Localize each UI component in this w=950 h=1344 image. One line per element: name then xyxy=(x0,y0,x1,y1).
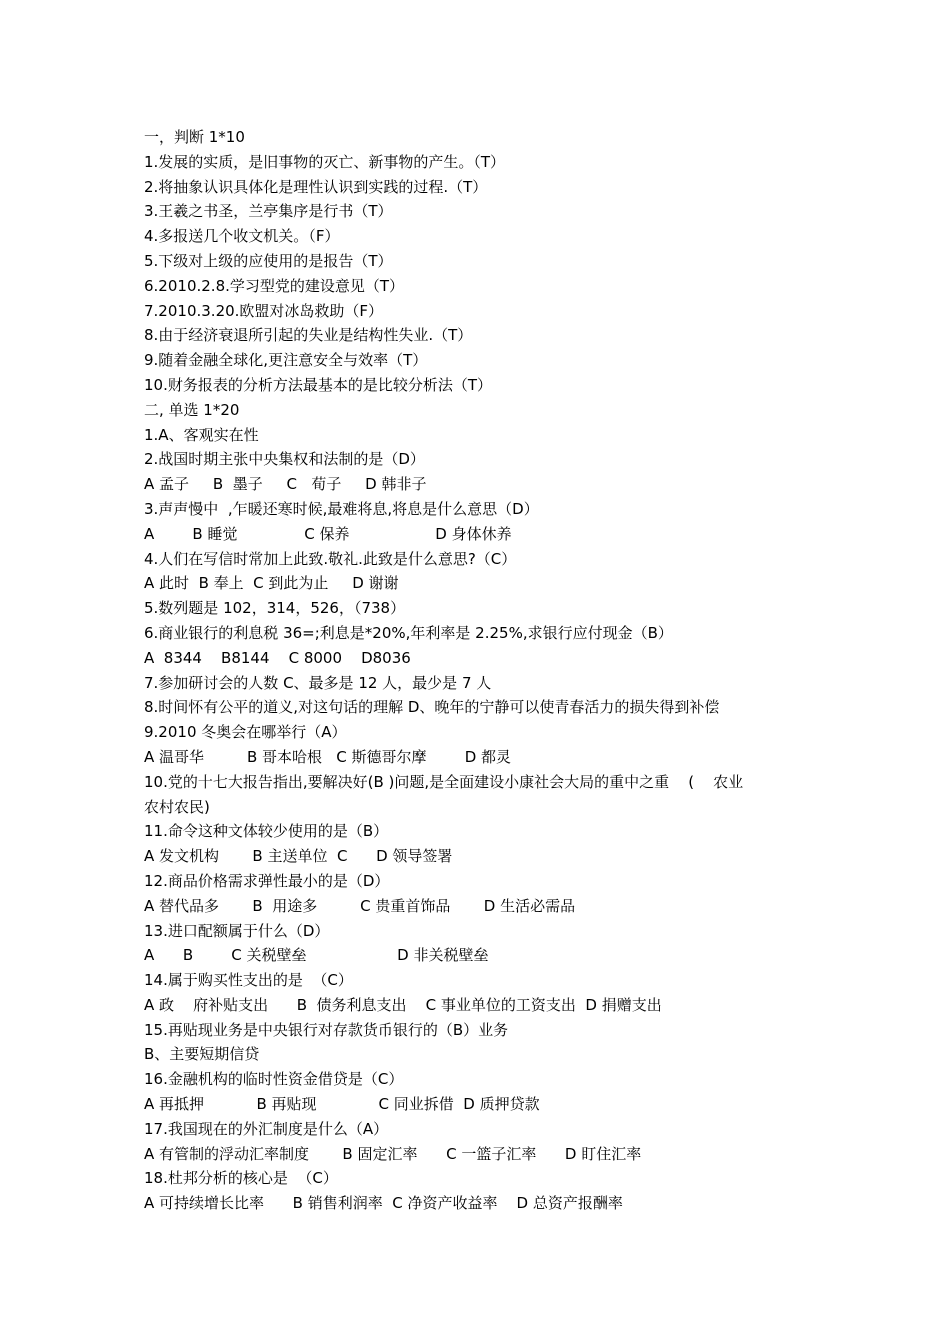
mc-options-9: A 温哥华 B 哥本哈根 C 斯德哥尔摩 D 都灵 xyxy=(144,747,512,766)
mc-question-10-continued: 农村农民) xyxy=(144,797,210,816)
mc-question-1: 1.A、客观实在性 xyxy=(144,425,259,444)
section-heading-true-false: 一，判断 1*10 xyxy=(144,128,245,146)
mc-question-8: 8.时间怀有公平的道义,对这句话的理解 D、晚年的宁静可以使青春活力的损失得到补偿 xyxy=(144,698,720,717)
mc-options-4: A 此时 B 奉上 C 到此为止 D 谢谢 xyxy=(144,574,399,593)
mc-question-18: 18.杜邦分析的核心是 （C） xyxy=(144,1169,338,1188)
mc-question-6: 6.商业银行的利息税 36=;利息是*20%,年利率是 2.25%,求银行应付现金（B） xyxy=(144,623,673,642)
tf-question-8: 8.由于经济衰退所引起的失业是结构性失业.（T） xyxy=(144,326,473,345)
tf-question-10: 10.财务报表的分析方法最基本的是比较分析法（T） xyxy=(144,375,493,394)
tf-question-2: 2.将抽象认识具体化是理性认识到实践的过程.（T） xyxy=(144,177,488,196)
mc-question-5: 5.数列题是 102，314，526，（738） xyxy=(144,599,406,618)
mc-question-3: 3.声声慢中 ,乍暖还寒时候,最难将息,将息是什么意思（D） xyxy=(144,499,539,518)
mc-options-11: A 发文机构 B 主送单位 C D 领导签署 xyxy=(144,847,453,866)
mc-question-16: 16.金融机构的临时性资金借贷是（C） xyxy=(144,1070,404,1089)
mc-options-13: A B C 关税壁垒 D 非关税壁垒 xyxy=(144,946,489,965)
tf-question-7: 7.2010.3.20.欧盟对冰岛救助（F） xyxy=(144,301,384,320)
mc-options-2: A 孟子 B 墨子 C 荀子 D 韩非子 xyxy=(144,475,427,494)
tf-question-6: 6.2010.2.8.学习型党的建设意见（T） xyxy=(144,276,405,295)
mc-question-17: 17.我国现在的外汇制度是什么（A） xyxy=(144,1119,389,1138)
mc-options-16: A 再抵押 B 再贴现 C 同业拆借 D 质押贷款 xyxy=(144,1095,540,1114)
mc-question-11: 11.命令这种文体较少使用的是（B） xyxy=(144,822,389,841)
mc-question-2: 2.战国时期主张中央集权和法制的是（D） xyxy=(144,450,425,469)
tf-question-5: 5.下级对上级的应使用的是报告（T） xyxy=(144,251,393,270)
mc-question-7: 7.参加研讨会的人数 C、最多是 12 人，最少是 7 人 xyxy=(144,673,492,692)
tf-question-3: 3.王羲之书圣，兰亭集序是行书（T） xyxy=(144,202,393,221)
mc-options-17: A 有管制的浮动汇率制度 B 固定汇率 C 一篮子汇率 D 盯住汇率 xyxy=(144,1144,642,1163)
mc-question-4: 4.人们在写信时常加上此致.敬礼.此致是什么意思?（C） xyxy=(144,549,517,568)
mc-question-9: 9.2010 冬奥会在哪举行（A） xyxy=(144,723,347,742)
section-heading-single-choice: 二, 单选 1*20 xyxy=(144,400,240,419)
mc-options-6: A 8344 B8144 C 8000 D8036 xyxy=(144,648,411,667)
mc-options-18: A 可持续增长比率 B 销售利润率 C 净资产收益率 D 总资产报酬率 xyxy=(144,1194,623,1213)
document-body xyxy=(144,125,804,1216)
mc-question-10: 10.党的十七大报告指出,要解决好(B )问题,是全面建设小康社会大局的重中之重 ( 农业 xyxy=(144,772,744,791)
mc-answer-15: B、主要短期信贷 xyxy=(144,1045,260,1064)
mc-question-13: 13.进口配额属于什么（D） xyxy=(144,921,330,940)
mc-question-14: 14.属于购买性支出的是 （C） xyxy=(144,971,353,990)
tf-question-4: 4.多报送几个收文机关。（F） xyxy=(144,227,340,246)
mc-question-15: 15.再贴现业务是中央银行对存款货币银行的（B）业务 xyxy=(144,1020,509,1039)
mc-options-3: A B 睡觉 C 保养 D 身体休养 xyxy=(144,524,512,543)
mc-options-12: A 替代品多 B 用途多 C 贵重首饰品 D 生活必需品 xyxy=(144,896,576,915)
mc-options-14: A 政 府补贴支出 B 债务利息支出 C 事业单位的工资支出 D 捐赠支出 xyxy=(144,995,662,1014)
mc-question-12: 12.商品价格需求弹性最小的是（D） xyxy=(144,871,390,890)
tf-question-1: 1.发展的实质，是旧事物的灭亡、新事物的产生。（T） xyxy=(144,152,505,171)
tf-question-9: 9.随着金融全球化,更注意安全与效率（T） xyxy=(144,351,428,370)
